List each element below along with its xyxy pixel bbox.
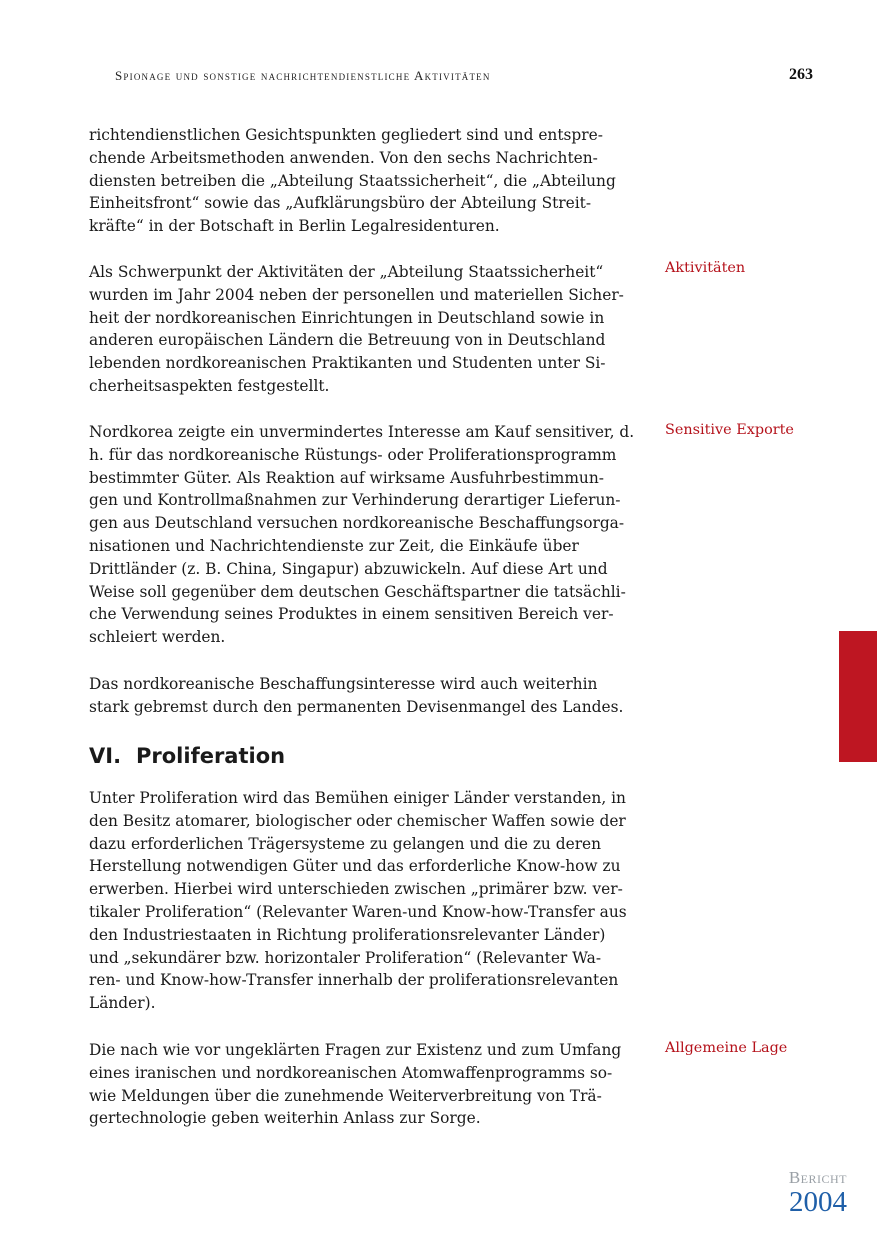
body-paragraph-4 [89,673,649,719]
text-line: Das nordkoreanische Beschaffungsinteresse wird auch weiterhin [89,675,598,693]
logo-year: 2004 [789,1186,847,1218]
body-paragraph-2 [89,261,649,398]
running-header-title: Spionage und sonstige nachrichtendienstliche Aktivitäten [115,68,491,83]
text-line: tikaler Proliferation“ (Relevanter Waren-und Know-how-Transfer aus [89,902,627,921]
text-line: diensten betreiben die „Abteilung Staatssicherheit“, die „Abteilung [89,171,616,190]
text-line: Drittländer (z. B. China, Singapur) abzuwickeln. Auf diese Art und [89,559,608,578]
margin-note-allgemeine-lage: Allgemeine Lage [665,1040,788,1056]
body-paragraph-1 [89,124,649,238]
text-line: Einheitsfront“ sowie das „Aufklärungsbüro der Abteilung Streit- [89,194,592,213]
section-number: VI. [89,744,122,768]
section-title: Proliferation [136,744,286,768]
text-line: kräfte“ in der Botschaft in Berlin Legalresidenturen. [89,217,500,236]
section-heading [89,744,285,768]
text-line: Herstellung notwendigen Güter und das erforderliche Know-how zu [89,857,621,876]
text-line: Unter Proliferation wird das Bemühen einiger Länder verstanden, in [89,789,626,807]
text-line: wie Meldungen über die zunehmende Weiterverbreitung von Trä- [89,1086,602,1105]
text-line: cherheitsaspekten festgestellt. [89,376,330,395]
text-line: ren- und Know-how-Transfer innerhalb der proliferationsrelevanten [89,971,619,990]
body-paragraph-3 [89,421,649,649]
text-line: che Verwendung seines Produktes in einem sensitiven Bereich ver- [89,605,614,624]
chapter-tab-marker [839,631,877,762]
text-line: dazu erforderlichen Trägersysteme zu gelangen und die zu deren [89,834,602,853]
text-line: anderen europäischen Ländern die Betreuung von in Deutschland [89,331,606,350]
text-line: bestimmter Güter. Als Reaktion auf wirksame Ausfuhrbestimmun- [89,468,604,487]
text-line: gertechnologie geben weiterhin Anlass zur Sorge. [89,1109,481,1128]
text-line: den Industriestaaten in Richtung proliferationsrelevanter Länder) [89,925,606,944]
text-line: lebenden nordkoreanischen Praktikanten und Studenten unter Si- [89,354,606,373]
page-number: 263 [789,66,813,83]
text-line: den Besitz atomarer, biologischer oder chemischer Waffen sowie der [89,811,626,830]
text-line: Die nach wie vor ungeklärten Fragen zur Existenz und zum Umfang [89,1041,622,1059]
text-line: und „sekundärer bzw. horizontaler Proliferation“ (Relevanter Wa- [89,948,602,967]
text-line: gen und Kontrollmaßnahmen zur Verhinderung derartiger Lieferun- [89,491,621,510]
text-line: stark gebremst durch den permanenten Devisenmangel des Landes. [89,697,624,716]
report-logo [777,1168,847,1216]
logo-word: Bericht [788,1168,847,1187]
body-paragraph-6 [89,1039,649,1130]
margin-note-sensitive-exporte: Sensitive Exporte [665,422,794,438]
text-line: Weise soll gegenüber dem deutschen Geschäftspartner die tatsächli- [89,582,626,601]
text-line: Länder). [89,994,156,1013]
text-line: Nordkorea zeigte ein unvermindertes Interesse am Kauf sensitiver, d. [89,423,635,441]
running-header [115,68,815,88]
text-line: richtendienstlichen Gesichtspunkten gegliedert sind und entspre- [89,126,603,144]
text-line: schleiert werden. [89,628,226,647]
text-line: wurden im Jahr 2004 neben der personellen und materiellen Sicher- [89,285,624,304]
text-line: h. für das nordkoreanische Rüstungs- oder Proliferationsprogramm [89,445,617,464]
text-line: heit der nordkoreanischen Einrichtungen in Deutschland sowie in [89,308,605,327]
margin-note-aktivitaeten: Aktivitäten [665,260,746,276]
body-paragraph-5 [89,787,649,1015]
text-line: eines iranischen und nordkoreanischen Atomwaffenprogramms so- [89,1063,613,1082]
text-line: chende Arbeitsmethoden anwenden. Von den sechs Nachrichten- [89,148,598,167]
text-line: erwerben. Hierbei wird unterschieden zwischen „primärer bzw. ver- [89,880,623,899]
text-line: nisationen und Nachrichtendienste zur Zeit, die Einkäufe über [89,536,579,555]
text-line: gen aus Deutschland versuchen nordkoreanische Beschaffungsorga- [89,514,625,533]
text-line: Als Schwerpunkt der Aktivitäten der „Abteilung Staatssicherheit“ [89,263,604,281]
